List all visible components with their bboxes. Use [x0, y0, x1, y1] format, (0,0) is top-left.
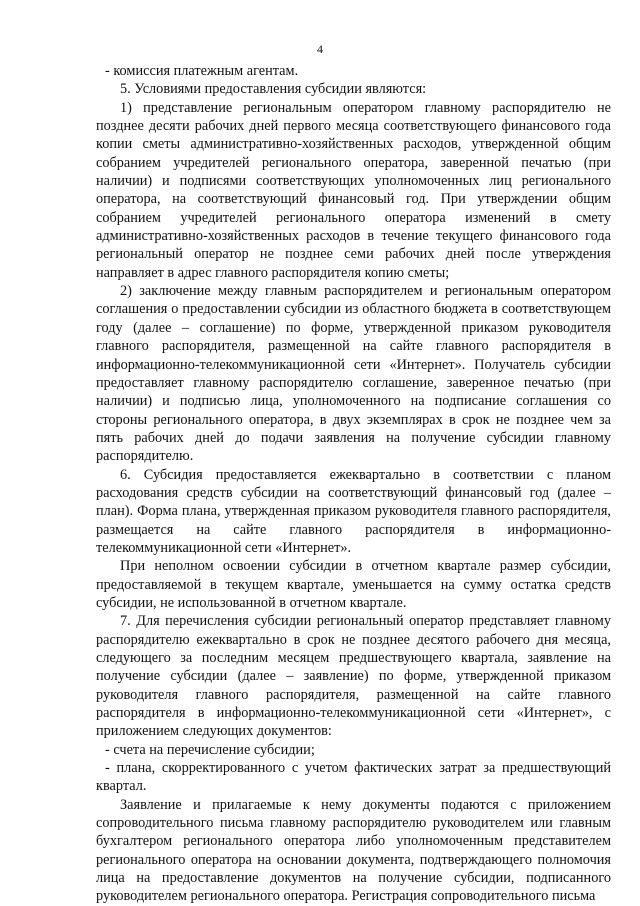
- condition-2-paragraph: 2) заключение между главным распорядителем и региональным оператором соглашения о предоставлении субсидии из областного бюджета в соответствующем году (далее – соглашение) по форме, утвержденной приказом руководителя главного распорядителя, размещенной на сайте главного распорядителя в информационно-телекоммуникационной сети «Интернет». Получатель субсидии предоставляет главному распорядителю соглашение, заверенное печатью (при наличии) и подписью лица, уполномоченного на подписание соглашения со стороны регионального оператора, в двух экземплярах в срок не позднее чем за пять рабочих дней до подачи заявления на получение субсидии главному распорядителю.: [96, 283, 611, 465]
- application-submission-paragraph: Заявление и прилагаемые к нему документы подаются с приложением сопроводительного письма главному распорядителю руководителем или главным бухгалтером регионального оператора либо уполномоченным представителем регионального оператора на основании документа, подтверждающего полномочия лица на предоставление документов на получение субсидии, подписанного руководителем регионального оператора. Регистрация сопроводительного письма: [96, 796, 611, 905]
- section-5-heading: 5. Условиями предоставления субсидии являются:: [120, 81, 427, 98]
- underspend-paragraph: При неполном освоении субсидии в отчетном квартале размер субсидии, предоставляемой в текущем квартале, уменьшается на сумму остатка средств субсидии, не использованной в отчетном квартале.: [96, 558, 611, 611]
- list-item-commission: - комиссия платежным агентам.: [105, 63, 299, 79]
- document-body: [96, 62, 611, 906]
- list-item-plan: - плана, скорректированного с учетом фактических затрат за предшествующий квартал.: [96, 760, 611, 795]
- page-number: 4: [317, 42, 323, 56]
- section-6-paragraph: 6. Субсидия предоставляется ежеквартально в соответствии с планом расходования средств субсидии на соответствующий финансовый год (далее – план). Форма плана, утвержденная приказом руководителя главного распорядителя, размещается на сайте главного распорядителя в информационно-телекоммуникационной сети «Интернет».: [96, 466, 611, 556]
- section-7-paragraph: 7. Для перечисления субсидии региональный оператор представляет главному распорядителю ежеквартально в срок не позднее десятого рабочего дня месяца, следующего за последним месяцем предшествующего квартала, заявление на получение субсидии (далее – заявление) по форме, утвержденной приказом руководителя главного распорядителя, размещенной на сайте главного распорядителя в информационно-телекоммуникационной сети «Интернет», с приложением следующих документов:: [96, 613, 611, 740]
- condition-1-paragraph: 1) представление региональным оператором главному распорядителю не позднее десяти рабочих дней первого месяца соответствующего финансового года копии сметы административно-хозяйственных расходов, утвержденной общим собранием учредителей регионального оператора, заверенной печатью (при наличии) и подписями соответствующих уполномоченных лиц регионального оператора, на соответствующий финансовый год. При утверждении общим собранием учредителей регионального оператора изменений в смету административно-хозяйственных расходов в течение текущего финансового года региональный оператор не позднее семи рабочих дней после утверждения направляет в адрес главного распорядителя копию сметы;: [96, 99, 611, 281]
- list-item-invoice: - счета на перечисление субсидии;: [105, 741, 315, 758]
